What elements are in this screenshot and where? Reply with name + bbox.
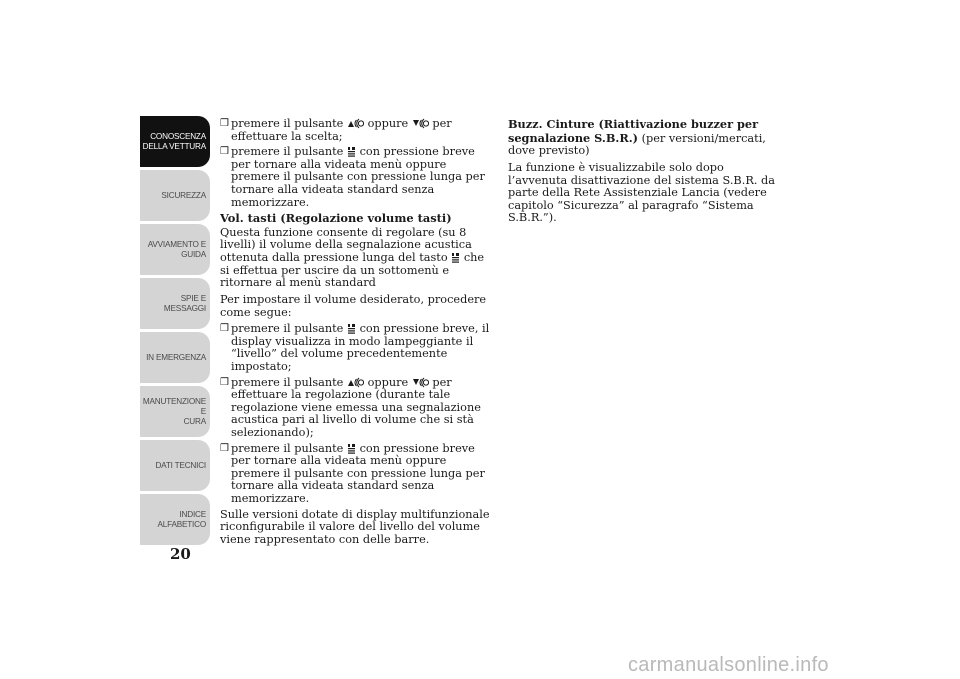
paragraph	[220, 227, 492, 290]
menu-button-icon	[451, 252, 460, 263]
bullet-text: con pressione breve per tornare alla videata menù oppure premere il pulsante con pressione lunga per tornare alla videata standard senza memorizzare.	[231, 441, 485, 505]
bullet-text: premere il pulsante	[231, 117, 344, 130]
tab-label: AVVIAMENTO E GUIDA	[147, 239, 206, 259]
bullet-mark: ❒	[220, 323, 229, 335]
menu-button-icon	[347, 443, 356, 454]
paragraph-text: Questa funzione consente di regolare (su 8 livelli) il volume della segnalazione acustica ottenuta dalla pressione lunga del tasto	[220, 225, 472, 264]
up-arrow-button-icon	[347, 377, 364, 388]
tab-label: INDICE ALFABETICO	[157, 509, 206, 529]
bullet-item	[220, 146, 492, 209]
bullet-mark: ❒	[220, 118, 229, 129]
paragraph-text: che si effettua per uscire da un sottomenù e ritornare al menù standard	[220, 250, 485, 290]
menu-button-icon	[347, 323, 356, 334]
bullet-mark: ❒	[220, 146, 229, 158]
bullet-text: premere il pulsante	[231, 145, 344, 159]
tab-manutenzione-e-cura[interactable]	[140, 386, 210, 437]
tab-label: CONOSCENZA DELLA VETTURA	[142, 131, 206, 151]
section-heading-buzz-cinture: Buzz. Cinture (Riattivazione buzzer per segnalazione S.B.R.)	[508, 117, 759, 145]
up-arrow-button-icon	[347, 118, 364, 129]
left-column	[220, 118, 492, 551]
bullet-item	[220, 118, 492, 143]
tab-in-emergenza[interactable]	[140, 332, 210, 383]
tab-label: DATI TECNICI	[155, 460, 206, 470]
bullet-text: premere il pulsante	[231, 441, 344, 455]
tab-avviamento-e-guida[interactable]	[140, 224, 210, 275]
down-arrow-button-icon	[412, 118, 429, 129]
tab-label: IN EMERGENZA	[146, 352, 206, 362]
page-number: 20	[170, 545, 191, 563]
paragraph: La funzione è visualizzabile solo dopo l’avvenuta disattivazione del sistema S.B.R. da parte della Rete Assistenziale Lancia (vedere capitolo “Sicurezza” al paragrafo “Sistema S.B.R.”).	[508, 160, 775, 225]
down-arrow-button-icon	[412, 377, 429, 388]
chapter-tabs	[140, 116, 210, 548]
bullet-text: oppure	[367, 375, 409, 389]
bullet-text: con pressione breve per tornare alla videata menù oppure premere il pulsante con pressione lunga per tornare alla videata standard senza memorizzare.	[231, 145, 485, 209]
section-intro	[508, 118, 780, 158]
bullet-text: con pressione breve, il display visualizza in modo lampeggiante il “livello” del volume precedentemente impostato;	[231, 322, 490, 374]
watermark: carmanualsonline.info	[628, 654, 829, 676]
paragraph: Sulle versioni dotate di display multifunzionale riconfigurabile il valore del livello del volume viene rappresentato con delle barre.	[220, 507, 490, 546]
bullet-item	[220, 323, 492, 373]
paragraph: Per impostare il volume desiderato, procedere come segue:	[220, 292, 487, 319]
tab-label: MANUTENZIONE E CURA	[142, 396, 206, 426]
section-heading-vol-tasti: Vol. tasti (Regolazione volume tasti)	[220, 211, 452, 226]
tab-dati-tecnici[interactable]	[140, 440, 210, 491]
menu-button-icon	[347, 146, 356, 157]
section-heading-note: (per versioni/mercati, dove previsto)	[508, 131, 766, 158]
tab-conoscenza-della-vettura[interactable]	[140, 116, 210, 167]
tab-label: SICUREZZA	[161, 190, 206, 200]
bullet-mark: ❒	[220, 442, 229, 454]
bullet-text: oppure	[367, 117, 409, 130]
tab-label: SPIE E MESSAGGI	[163, 293, 206, 313]
bullet-item	[220, 443, 492, 506]
tab-sicurezza[interactable]	[140, 170, 210, 221]
bullet-mark: ❒	[220, 376, 229, 388]
bullet-item	[220, 377, 492, 440]
bullet-text: premere il pulsante	[231, 375, 344, 389]
tab-spie-e-messaggi[interactable]	[140, 278, 210, 329]
tab-indice-alfabetico[interactable]	[140, 494, 210, 545]
bullet-text: per effettuare la regolazione (durante tale regolazione viene emessa una segnalazione acustica pari al livello di volume che si stà selezionando);	[231, 375, 481, 440]
bullet-text: per effettuare la scelta;	[231, 117, 452, 143]
bullet-text: premere il pulsante	[231, 322, 344, 336]
right-column	[508, 118, 780, 229]
